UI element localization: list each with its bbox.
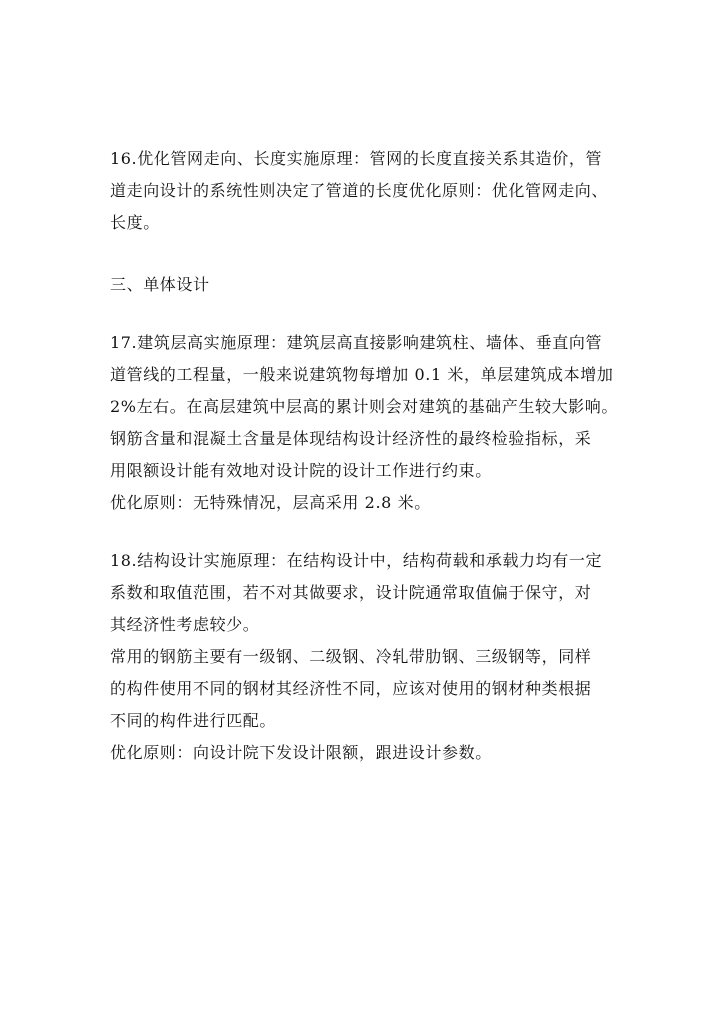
- text-line: 2%左右。在高层建筑中层高的累计则会对建筑的基础产生较大影响。: [110, 397, 618, 416]
- text-line: 长度。: [110, 213, 160, 232]
- text-line: 16.优化管网走向、长度实施原理：管网的长度直接关系其造价，管: [110, 149, 603, 168]
- document-page: [110, 143, 630, 769]
- text-line: 钢筋含量和混凝土含量是体现结构设计经济性的最终检验指标，采: [110, 429, 592, 448]
- text-line: 常用的钢筋主要有一级钢、二级钢、冷轧带肋钢、三级钢等，同样: [110, 647, 592, 666]
- section-heading: 三、单体设计: [110, 275, 210, 294]
- paragraph-17: [110, 327, 630, 519]
- text-line: 道管线的工程量，一般来说建筑物每增加 0.1 米，单层建筑成本增加: [110, 365, 614, 384]
- text-line: 的构件使用不同的钢材其经济性不同，应该对使用的钢材种类根据: [110, 679, 592, 698]
- paragraph-16: [110, 143, 630, 239]
- text-line: 不同的构件进行匹配。: [110, 711, 277, 730]
- text-line: 系数和取值范围，若不对其做要求，设计院通常取值偏于保守，对: [110, 583, 592, 602]
- text-line: 18.结构设计实施原理：在结构设计中，结构荷载和承载力均有一定: [110, 551, 603, 570]
- text-line: 优化原则：无特殊情况，层高采用 2.8 米。: [110, 493, 431, 512]
- text-line: 优化原则：向设计院下发设计限额，跟进设计参数。: [110, 743, 492, 762]
- paragraph-18: [110, 545, 630, 769]
- text-line: 道走向设计的系统性则决定了管道的长度优化原则：优化管网走向、: [110, 181, 609, 200]
- text-line: 其经济性考虑较少。: [110, 615, 260, 634]
- text-line: 17.建筑层高实施原理：建筑层高直接影响建筑柱、墙体、垂直向管: [110, 333, 603, 352]
- text-line: 用限额设计能有效地对设计院的设计工作进行约束。: [110, 461, 492, 480]
